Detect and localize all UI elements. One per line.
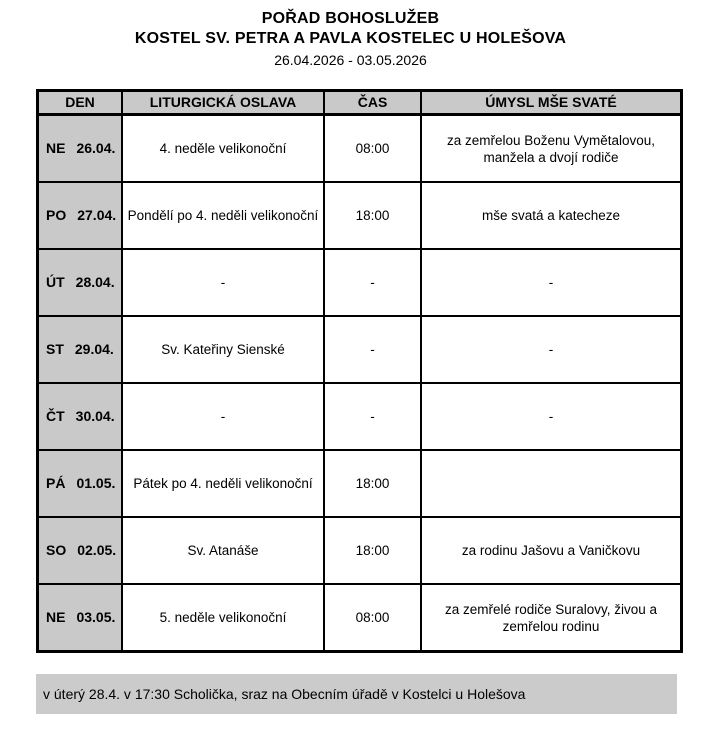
table-row xyxy=(39,116,680,183)
day-date: 01.05. xyxy=(76,475,116,491)
day-cell xyxy=(39,451,123,516)
table-row xyxy=(39,384,680,451)
table-row xyxy=(39,317,680,384)
day-code: ČT xyxy=(46,408,65,424)
celebration-cell: Sv. Kateřiny Sienské xyxy=(123,317,325,382)
day-date: 26.04. xyxy=(76,140,116,156)
schedule-table xyxy=(36,89,683,653)
table-row xyxy=(39,585,680,650)
page-title: POŘAD BOHOSLUŽEB xyxy=(261,10,440,27)
day-code: ST xyxy=(46,341,64,357)
day-cell xyxy=(39,384,123,449)
footer-note: v úterý 28.4. v 17:30 Scholička, sraz na Obecním úřadě v Kostelci u Holešova xyxy=(43,686,526,702)
time-cell: 08:00 xyxy=(325,585,422,650)
intention-cell: za zemřelé rodiče Suralovy, živou a zemřelou rodinu xyxy=(444,601,658,634)
column-header-liturgicka-oslava: LITURGICKÁ OSLAVA xyxy=(123,92,325,113)
column-header-den: DEN xyxy=(39,92,123,113)
celebration-cell: 4. neděle velikonoční xyxy=(123,116,325,181)
day-date: 03.05. xyxy=(76,609,116,625)
time-cell: 18:00 xyxy=(325,183,422,248)
intention-cell: - xyxy=(548,342,554,357)
day-cell xyxy=(39,116,123,181)
time-cell: 18:00 xyxy=(325,518,422,583)
intention-cell: mše svatá a katecheze xyxy=(481,208,621,223)
time-cell: 18:00 xyxy=(325,451,422,516)
day-date: 02.05. xyxy=(77,542,117,558)
day-cell xyxy=(39,585,123,650)
day-date: 29.04. xyxy=(74,341,114,357)
celebration-cell: - xyxy=(123,250,325,315)
page-subtitle: KOSTEL SV. PETRA A PAVLA KOSTELEC U HOLEŠOVA xyxy=(134,30,567,47)
celebration-cell: Pondělí po 4. neděli velikonoční xyxy=(123,183,325,248)
day-date: 27.04. xyxy=(77,207,117,223)
celebration-cell: - xyxy=(123,384,325,449)
day-code: PO xyxy=(46,207,67,223)
table-row xyxy=(39,183,680,250)
table-row xyxy=(39,451,680,518)
time-cell: - xyxy=(325,250,422,315)
date-range: 26.04.2026 - 03.05.2026 xyxy=(274,52,427,68)
day-code: PÁ xyxy=(46,475,66,491)
day-cell xyxy=(39,317,123,382)
table-row xyxy=(39,518,680,585)
column-header-cas: ČAS xyxy=(325,92,422,113)
day-cell xyxy=(39,250,123,315)
footer-note-bar xyxy=(36,674,677,714)
day-cell xyxy=(39,183,123,248)
day-code: SO xyxy=(46,542,67,558)
intention-cell: - xyxy=(548,409,554,424)
day-date: 30.04. xyxy=(75,408,115,424)
time-cell: - xyxy=(325,384,422,449)
table-header-row xyxy=(39,92,680,116)
table-row xyxy=(39,250,680,317)
column-header-umysl-mse-svate: ÚMYSL MŠE SVATÉ xyxy=(422,92,680,113)
intention-cell xyxy=(422,451,680,516)
day-date: 28.04. xyxy=(75,274,115,290)
day-code: NE xyxy=(46,140,66,156)
time-cell: - xyxy=(325,317,422,382)
intention-cell: za rodinu Jašovu a Vaničkovu xyxy=(461,543,641,558)
day-code: NE xyxy=(46,609,66,625)
day-cell xyxy=(39,518,123,583)
time-cell: 08:00 xyxy=(325,116,422,181)
intention-cell: - xyxy=(548,275,554,290)
celebration-cell: Sv. Atanáše xyxy=(123,518,325,583)
intention-cell: za zemřelou Boženu Vymětalovou, manžela a dvojí rodiče xyxy=(446,132,656,165)
celebration-cell: 5. neděle velikonoční xyxy=(123,585,325,650)
document-header xyxy=(0,0,701,70)
celebration-cell: Pátek po 4. neděli velikonoční xyxy=(123,451,325,516)
day-code: ÚT xyxy=(46,274,65,290)
